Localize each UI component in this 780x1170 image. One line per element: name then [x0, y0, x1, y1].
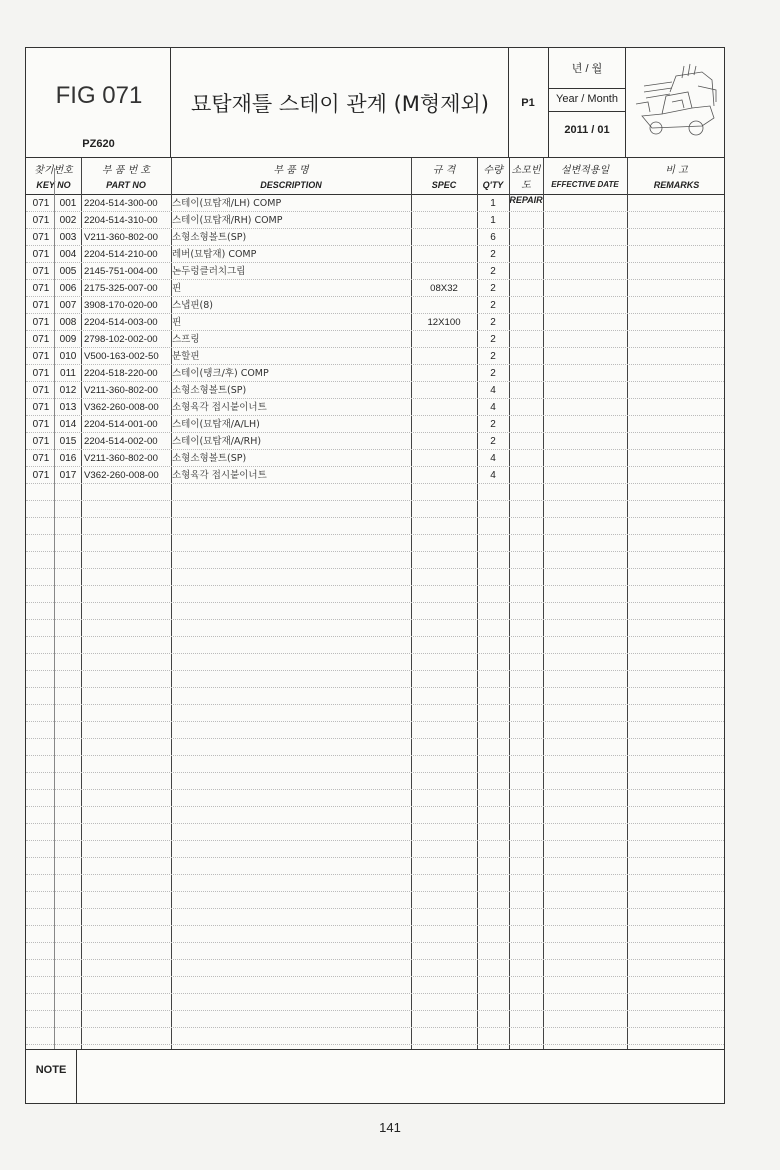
empty-row — [26, 620, 724, 637]
description-cell: 소형육각 접시붙이너트 — [172, 470, 267, 481]
col-remarks-en: REMARKS — [653, 180, 700, 190]
fig-number-cell: 071 — [32, 419, 50, 430]
page-code-cell — [509, 48, 549, 157]
spec-cell — [412, 195, 476, 211]
description-cell: 스테이(묘탑재/RH) COMP — [172, 215, 283, 226]
parts-list-sheet — [25, 47, 725, 1104]
key-number-cell: 005 — [59, 266, 77, 277]
key-number-cell: 004 — [59, 249, 77, 260]
description-cell: 스테이(묘탑재/A/RH) — [172, 436, 262, 447]
part-number-cell: 2145-751-004-00 — [84, 266, 158, 277]
fig-number-cell: 071 — [32, 266, 50, 277]
table-row — [26, 348, 724, 365]
empty-row — [26, 484, 724, 501]
fig-number-cell: 071 — [32, 232, 50, 243]
empty-row — [26, 603, 724, 620]
table-row — [26, 331, 724, 348]
spec-cell: 08X32 — [430, 283, 458, 294]
quantity-cell: 2 — [490, 283, 496, 294]
spec-cell — [412, 348, 476, 364]
fig-number-cell: 071 — [32, 470, 50, 481]
description-cell: 스냅핀(8) — [172, 300, 213, 311]
spec-cell — [412, 433, 476, 449]
empty-row — [26, 552, 724, 569]
spec-cell — [412, 382, 476, 398]
year-month-value: 2011 / 01 — [564, 124, 610, 136]
empty-row — [26, 858, 724, 875]
spec-cell — [412, 297, 476, 313]
empty-row — [26, 909, 724, 926]
col-part-no-ko: 부 품 번 호 — [101, 165, 151, 176]
fig-number: FIG 071 — [55, 82, 143, 109]
empty-row — [26, 977, 724, 994]
col-repair-en: REPAIR — [509, 195, 543, 205]
fig-number-cell: 071 — [32, 351, 50, 362]
description-cell: 소형육각 접시붙이너트 — [172, 402, 267, 413]
fig-number-cell: 071 — [32, 198, 50, 209]
part-number-cell: 2204-514-210-00 — [84, 249, 158, 260]
title-cell — [171, 48, 509, 157]
empty-row — [26, 637, 724, 654]
key-number-cell: 009 — [59, 334, 77, 345]
year-month-label-en: Year / Month — [549, 88, 625, 112]
quantity-cell: 1 — [490, 198, 496, 209]
fig-number-cell: 071 — [32, 453, 50, 464]
part-number-cell: 2204-514-002-00 — [84, 436, 158, 447]
description-cell: 분할핀 — [172, 351, 200, 362]
key-number-cell: 007 — [59, 300, 77, 311]
spec-cell — [412, 229, 476, 245]
key-number-cell: 012 — [59, 385, 77, 396]
fig-number-cell: 071 — [32, 334, 50, 345]
table-row — [26, 212, 724, 229]
description-cell: 스테이(탱크/후) COMP — [172, 368, 269, 379]
table-row — [26, 297, 724, 314]
col-description-en: DESCRIPTION — [260, 180, 322, 190]
empty-row — [26, 756, 724, 773]
col-spec-en: SPEC — [431, 180, 457, 190]
quantity-cell: 2 — [490, 249, 496, 260]
col-remarks-ko: 비 고 — [665, 165, 688, 176]
col-effective-date-ko: 설변적용일 — [560, 165, 610, 176]
fig-number-cell: 071 — [32, 385, 50, 396]
spec-cell — [412, 331, 476, 347]
col-key-no-ko: 찾기번호 — [34, 165, 73, 176]
part-number-cell: 2204-514-001-00 — [84, 419, 158, 430]
empty-row — [26, 994, 724, 1011]
fig-number-cell: 071 — [32, 300, 50, 311]
col-repair-ko: 소모빈도 — [511, 165, 541, 191]
table-row — [26, 365, 724, 382]
part-number-cell: V500-163-002-50 — [84, 351, 159, 362]
table-row — [26, 263, 724, 280]
empty-row — [26, 790, 724, 807]
table-row — [26, 246, 724, 263]
part-number-cell: 2204-514-310-00 — [84, 215, 158, 226]
empty-row — [26, 705, 724, 722]
part-number-cell: V211-360-802-00 — [84, 385, 158, 396]
machine-illustration — [632, 56, 720, 146]
spec-cell — [412, 263, 476, 279]
description-cell: 소형소형볼트(SP) — [172, 453, 247, 464]
col-description-ko: 부 품 명 — [273, 165, 309, 176]
key-number-cell: 015 — [59, 436, 77, 447]
description-cell: 스테이(묘탑재/LH) COMP — [172, 198, 282, 209]
empty-row — [26, 739, 724, 756]
spec-cell — [412, 212, 476, 228]
part-number-cell: V362-260-008-00 — [84, 470, 159, 481]
fig-cell — [26, 48, 171, 157]
part-number-cell: V211-360-802-00 — [84, 232, 158, 243]
col-qty-en: Q'TY — [482, 180, 504, 190]
key-number-cell: 008 — [59, 317, 77, 328]
year-month-cell — [549, 48, 626, 157]
quantity-cell: 2 — [490, 317, 496, 328]
empty-row — [26, 518, 724, 535]
col-spec-ko: 규 격 — [432, 165, 456, 176]
page-number: 141 — [379, 1120, 401, 1135]
empty-row — [26, 569, 724, 586]
col-qty-ko: 수량 — [483, 165, 503, 176]
empty-row — [26, 773, 724, 790]
fig-number-cell: 071 — [32, 215, 50, 226]
key-number-cell: 003 — [59, 232, 77, 243]
key-number-cell: 002 — [59, 215, 77, 226]
table-row — [26, 229, 724, 246]
col-description — [171, 158, 411, 194]
fig-number-cell: 071 — [32, 436, 50, 447]
key-number-cell: 010 — [59, 351, 77, 362]
description-cell: 소형소형볼트(SP) — [172, 232, 247, 243]
quantity-cell: 2 — [490, 266, 496, 277]
part-number-cell: V211-360-802-00 — [84, 453, 158, 464]
col-remarks — [627, 158, 726, 194]
part-number-cell: 2798-102-002-00 — [84, 334, 158, 345]
description-cell: 소형소형볼트(SP) — [172, 385, 247, 396]
spec-cell — [412, 365, 476, 381]
empty-row — [26, 875, 724, 892]
spec-cell — [412, 450, 476, 466]
table-row — [26, 467, 724, 484]
spec-cell — [412, 467, 476, 483]
key-number-cell: 011 — [60, 368, 76, 379]
empty-row — [26, 671, 724, 688]
part-number-cell: 2204-514-003-00 — [84, 317, 158, 328]
part-number-cell: 3908-170-020-00 — [84, 300, 158, 311]
part-number-cell: 2204-514-300-00 — [84, 198, 158, 209]
empty-row — [26, 841, 724, 858]
quantity-cell: 6 — [490, 232, 496, 243]
col-effective-date — [543, 158, 627, 194]
note-section — [26, 1049, 724, 1103]
quantity-cell: 2 — [490, 436, 496, 447]
fig-number-cell: 071 — [32, 283, 50, 294]
machine-image-cell — [626, 48, 726, 157]
description-cell: 핀 — [172, 317, 182, 328]
table-row — [26, 195, 724, 212]
quantity-cell: 4 — [490, 385, 496, 396]
quantity-cell: 4 — [490, 402, 496, 413]
key-number-cell: 006 — [59, 283, 77, 294]
spec-cell — [412, 416, 476, 432]
empty-row — [26, 892, 724, 909]
empty-row — [26, 535, 724, 552]
table-row — [26, 399, 724, 416]
empty-row — [26, 807, 724, 824]
description-cell: 스테이(묘탑재/A/LH) — [172, 419, 260, 430]
empty-row — [26, 943, 724, 960]
quantity-cell: 1 — [490, 215, 496, 226]
description-cell: 스프링 — [172, 334, 200, 345]
col-part-no-en: PART NO — [106, 180, 146, 190]
quantity-cell: 2 — [490, 300, 496, 311]
spec-cell: 12X100 — [427, 317, 461, 328]
empty-row — [26, 688, 724, 705]
key-number-cell: 014 — [59, 419, 77, 430]
fig-number-cell: 071 — [32, 402, 50, 413]
table-row — [26, 314, 724, 331]
sheet-header — [26, 48, 724, 158]
quantity-cell: 2 — [490, 334, 496, 345]
col-effective-date-en: EFFECTIVE DATE — [551, 180, 619, 189]
empty-row — [26, 960, 724, 977]
key-number-cell: 017 — [59, 470, 77, 481]
fig-number-cell: 071 — [32, 317, 50, 328]
empty-row — [26, 824, 724, 841]
table-row — [26, 382, 724, 399]
model-code: PZ620 — [82, 138, 115, 150]
col-spec — [411, 158, 477, 194]
quantity-cell: 2 — [490, 368, 496, 379]
col-repair — [509, 158, 543, 205]
page-title: 묘탑재틀 스테이 관계 (M형제외) — [191, 92, 489, 116]
part-number-cell: 2175-325-007-00 — [84, 283, 158, 294]
year-month-label-ko: 년 / 월 — [571, 63, 603, 75]
key-number-cell: 001 — [59, 198, 77, 209]
quantity-cell: 4 — [490, 470, 496, 481]
quantity-cell: 2 — [490, 419, 496, 430]
table-row — [26, 450, 724, 467]
empty-row — [26, 1011, 724, 1028]
page-code: P1 — [521, 97, 535, 109]
fig-number-cell: 071 — [32, 249, 50, 260]
description-cell: 논두렁클러치그립 — [172, 266, 246, 277]
empty-row — [26, 654, 724, 671]
table-row — [26, 416, 724, 433]
part-number-cell: 2204-518-220-00 — [84, 368, 158, 379]
part-number-cell: V362-260-008-00 — [84, 402, 159, 413]
empty-row — [26, 722, 724, 739]
description-cell: 핀 — [172, 283, 182, 294]
empty-row — [26, 586, 724, 603]
key-number-cell: 016 — [59, 453, 77, 464]
col-part-no — [81, 158, 171, 194]
table-row — [26, 280, 724, 297]
col-qty — [477, 158, 509, 194]
empty-row — [26, 926, 724, 943]
spec-cell — [412, 246, 476, 262]
empty-row — [26, 1028, 724, 1045]
fig-number-cell: 071 — [32, 368, 50, 379]
col-key-no-en: KEY NO — [36, 180, 71, 190]
table-row — [26, 433, 724, 450]
note-label: NOTE — [26, 1050, 77, 1103]
quantity-cell: 4 — [490, 453, 496, 464]
key-number-cell: 013 — [59, 402, 77, 413]
quantity-cell: 2 — [490, 351, 496, 362]
description-cell: 레버(묘탑재) COMP — [172, 249, 257, 260]
spec-cell — [412, 399, 476, 415]
empty-row — [26, 501, 724, 518]
